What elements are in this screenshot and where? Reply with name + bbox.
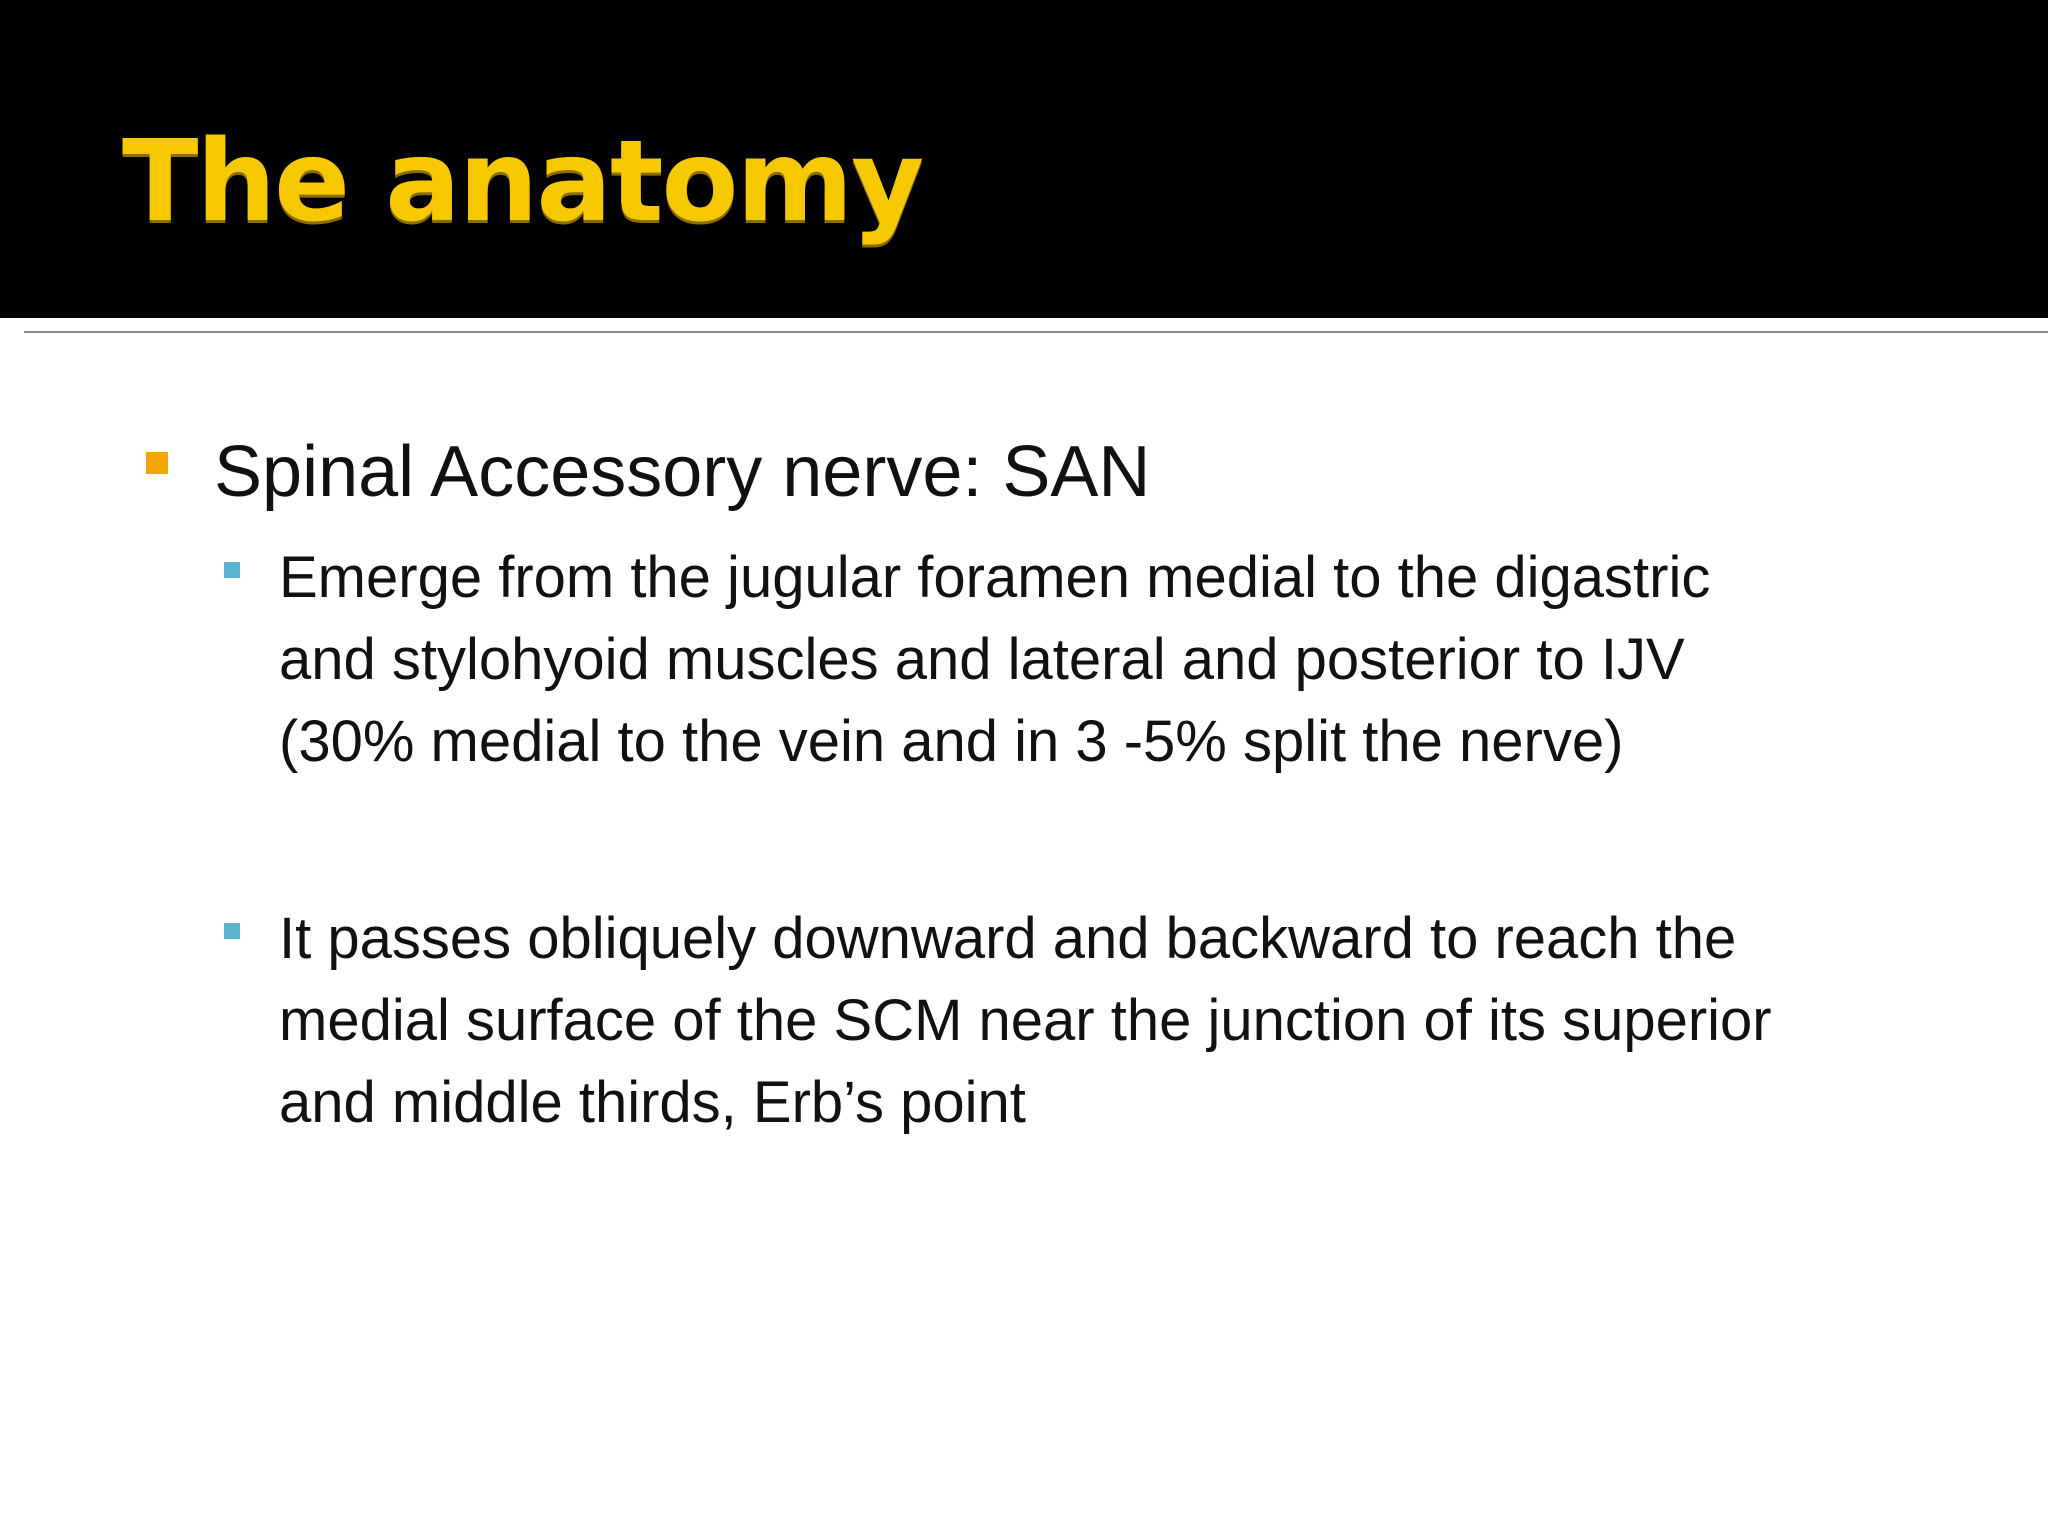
sub-bullet-line: medial surface of the SCM near the junction of its superior [279,988,1772,1053]
level2-bullet-marker [224,562,240,578]
level2-bullet-marker [224,923,240,939]
title-divider [24,331,2048,333]
sub-bullet-line: (30% medial to the vein and in 3 -5% split the nerve) [279,709,1624,774]
slide-title: The anatomy [122,117,923,247]
title-band [0,0,2048,318]
sub-bullet-line: and stylohyoid muscles and lateral and posterior to IJV [279,627,1685,692]
sub-bullet-emerge [279,537,1710,783]
bullet-spinal-accessory-nerve: Spinal Accessory nerve: SAN [214,432,1151,512]
sub-bullet-line: Emerge from the jugular foramen medial to the digastric [279,545,1711,610]
sub-bullet-line: and middle thirds, Erb’s point [279,1070,1026,1135]
level1-bullet-marker [146,452,168,474]
sub-bullet-line: It passes obliquely downward and backward to reach the [279,906,1737,971]
sub-bullet-passes [279,898,1772,1144]
